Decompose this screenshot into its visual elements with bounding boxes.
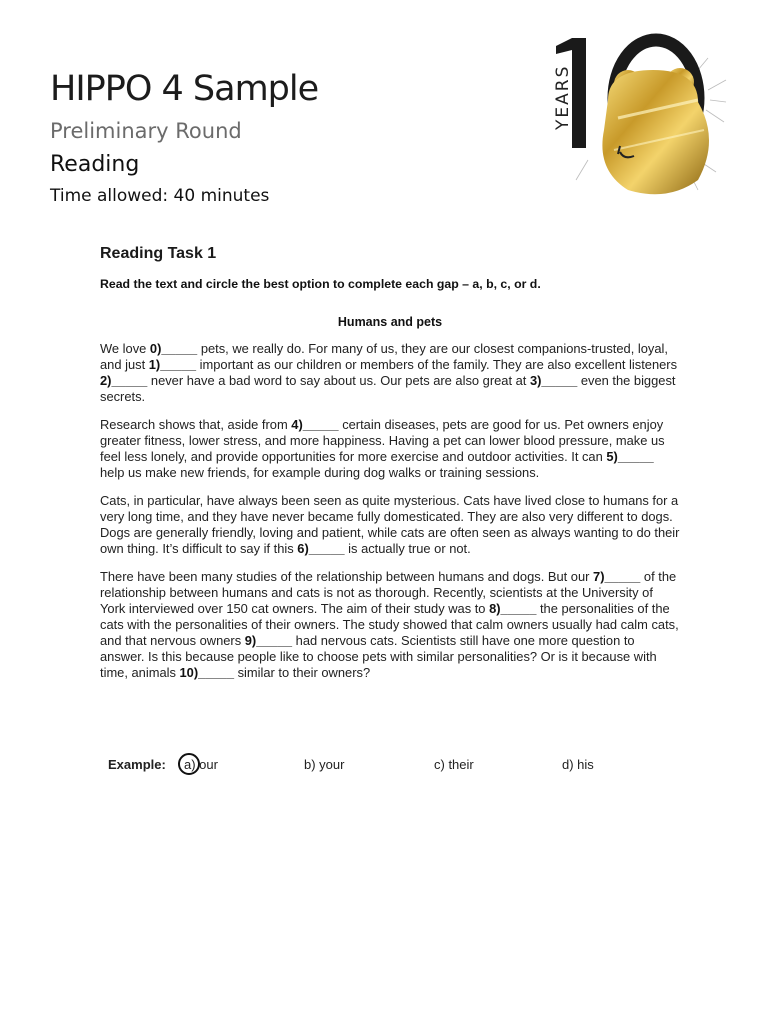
task-title: Reading Task 1 <box>100 245 217 262</box>
gap-marker: 5)_____ <box>606 449 654 464</box>
gap-marker: 9)_____ <box>244 633 293 648</box>
gap-marker: 6)_____ <box>297 541 345 556</box>
gap-marker: 4)_____ <box>291 417 339 432</box>
reading-task <box>100 245 680 681</box>
option-b[interactable]: b) your <box>304 757 345 772</box>
gap-marker: 2)_____ <box>100 373 148 388</box>
option-a[interactable]: a) our <box>184 757 218 772</box>
page-subtitle: Preliminary Round <box>50 119 242 143</box>
gap-marker: 3)_____ <box>529 373 578 388</box>
paragraph: Research shows that, aside from 4)_____ certain diseases, pets are good for us. Pet owners enjoy greater fitness, lower stress, and more happiness. Having a pet can lower blood pressure, make us feel less lonely, and provide opportunities for more exercise and outdoor activities. It can 5)_____ help us make new friends, for example during dog walks or training sessions. <box>100 417 665 480</box>
paragraph: We love 0)_____ pets, we really do. For many of us, they are our closest companions-trusted, loyal, and just 1)_____ important as our children or members of the family. They are also excellent listeners 2)_____ never have a bad word to say about us. Our pets are also great at 3)_____ even the biggest secrets. <box>100 341 678 404</box>
example-label: Example: <box>108 757 166 772</box>
example-row <box>108 754 668 776</box>
time-allowed: Time allowed: 40 minutes <box>50 186 270 206</box>
header <box>50 69 319 206</box>
option-d[interactable]: d) his <box>562 757 594 772</box>
paragraph: Cats, in particular, have always been seen as quite mysterious. Cats have lived close to humans for a very long time, and they have never became fully domesticated. They are also very different to dogs. Dogs are generally friendly, loving and patient, while cats are often seen as always wanting to do their own thing. It’s difficult to say if this 6)_____ is actually true or not. <box>100 493 680 556</box>
paragraph: There have been many studies of the relationship between humans and dogs. But our 7)_____ of the relationship between humans and cats is not as thorough. Recently, scientists at the University of York interviewed over 150 cat owners. The aim of their study was to 8)_____ the personalities of the cats with the personalities of their owners. The study showed that calm owners usually had calm cats, and that nervous owners 9)_____ had nervous cats. Scientists still have one more question to answer. Is this because people like to choose pets with similar personalities? Or is it because with time, animals 10)_____ similar to their owners? <box>100 569 679 680</box>
text-title: Humans and pets <box>337 315 443 329</box>
gap-marker: 1)_____ <box>148 357 197 372</box>
gap-marker: 8)_____ <box>489 601 537 616</box>
hippo-icon <box>602 68 709 194</box>
hippo-10-years-logo <box>548 30 728 208</box>
gap-marker: 7)_____ <box>593 569 641 584</box>
task-instruction: Read the text and circle the best option to complete each gap – a, b, c, or d. <box>100 277 541 291</box>
gap-marker: 10)_____ <box>179 665 234 680</box>
option-c[interactable]: c) their <box>434 757 474 772</box>
logo-digit-one <box>572 38 586 148</box>
gap-marker: 0)_____ <box>149 341 198 356</box>
section-heading: Reading <box>50 152 140 177</box>
page-title: HIPPO 4 Sample <box>50 69 319 109</box>
logo-years-text: YEARS <box>553 64 573 130</box>
